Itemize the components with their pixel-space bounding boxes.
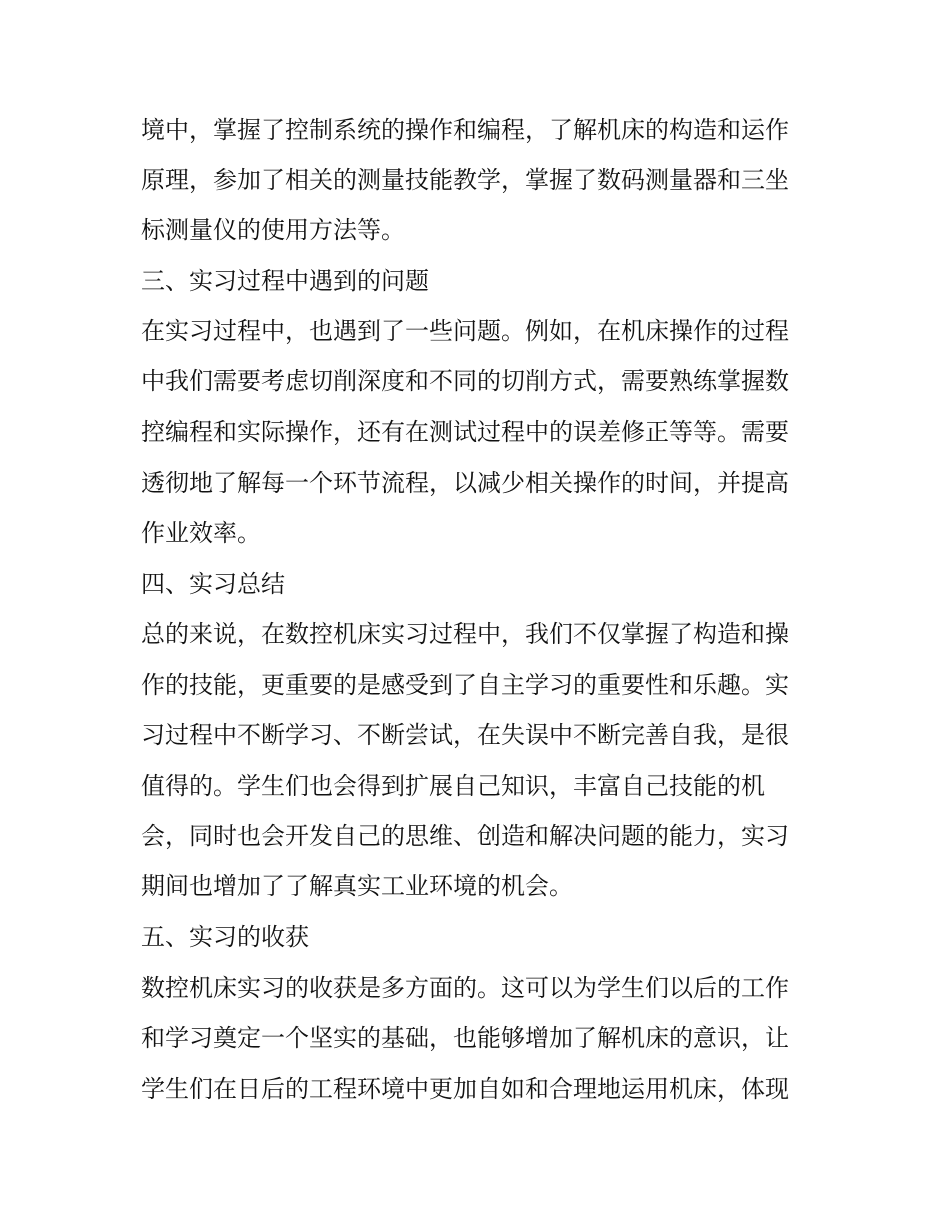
paragraph-line: 在实习过程中，也遇到了一些问题。例如，在机床操作的过程 xyxy=(141,317,789,345)
paragraph-line: 原理，参加了相关的测量技能教学，掌握了数码测量器和三坐 xyxy=(141,166,789,194)
paragraph-line: 学生们在日后的工程环境中更加自如和合理地运用机床，体现 xyxy=(141,1075,789,1103)
paragraph-line: 期间也增加了了解真实工业环境的机会。 xyxy=(141,872,573,900)
paragraph-line: 数控机床实习的收获是多方面的。这可以为学生们以后的工作 xyxy=(141,974,789,1002)
paragraph-line: 透彻地了解每一个环节流程，以减少相关操作的时间，并提高 xyxy=(141,469,789,497)
paragraph-line: 境中，掌握了控制系统的操作和编程，了解机床的构造和运作 xyxy=(141,116,789,144)
section-heading-4: 四、实习总结 xyxy=(141,570,285,598)
section-heading-3: 三、实习过程中遇到的问题 xyxy=(141,267,429,295)
paragraph-line: 值得的。学生们也会得到扩展自己知识，丰富自己技能的机 xyxy=(141,772,765,800)
paragraph-line: 中我们需要考虑切削深度和不同的切削方式，需要熟练掌握数 xyxy=(141,367,789,395)
section-heading-5: 五、实习的收获 xyxy=(141,923,309,951)
paragraph-line: 作业效率。 xyxy=(141,519,261,547)
paragraph-line: 总的来说，在数控机床实习过程中，我们不仅掌握了构造和操 xyxy=(141,620,789,648)
paragraph-line: 会，同时也会开发自己的思维、创造和解决问题的能力，实习 xyxy=(141,822,789,850)
paragraph-line: 作的技能，更重要的是感受到了自主学习的重要性和乐趣。实 xyxy=(141,671,789,699)
paragraph-line: 习过程中不断学习、不断尝试，在失误中不断完善自我，是很 xyxy=(141,721,789,749)
paragraph-line: 标测量仪的使用方法等。 xyxy=(141,216,405,244)
paragraph-line: 和学习奠定一个坚实的基础，也能够增加了解机床的意识，让 xyxy=(141,1024,789,1052)
paragraph-line: 控编程和实际操作，还有在测试过程中的误差修正等等。需要 xyxy=(141,418,789,446)
